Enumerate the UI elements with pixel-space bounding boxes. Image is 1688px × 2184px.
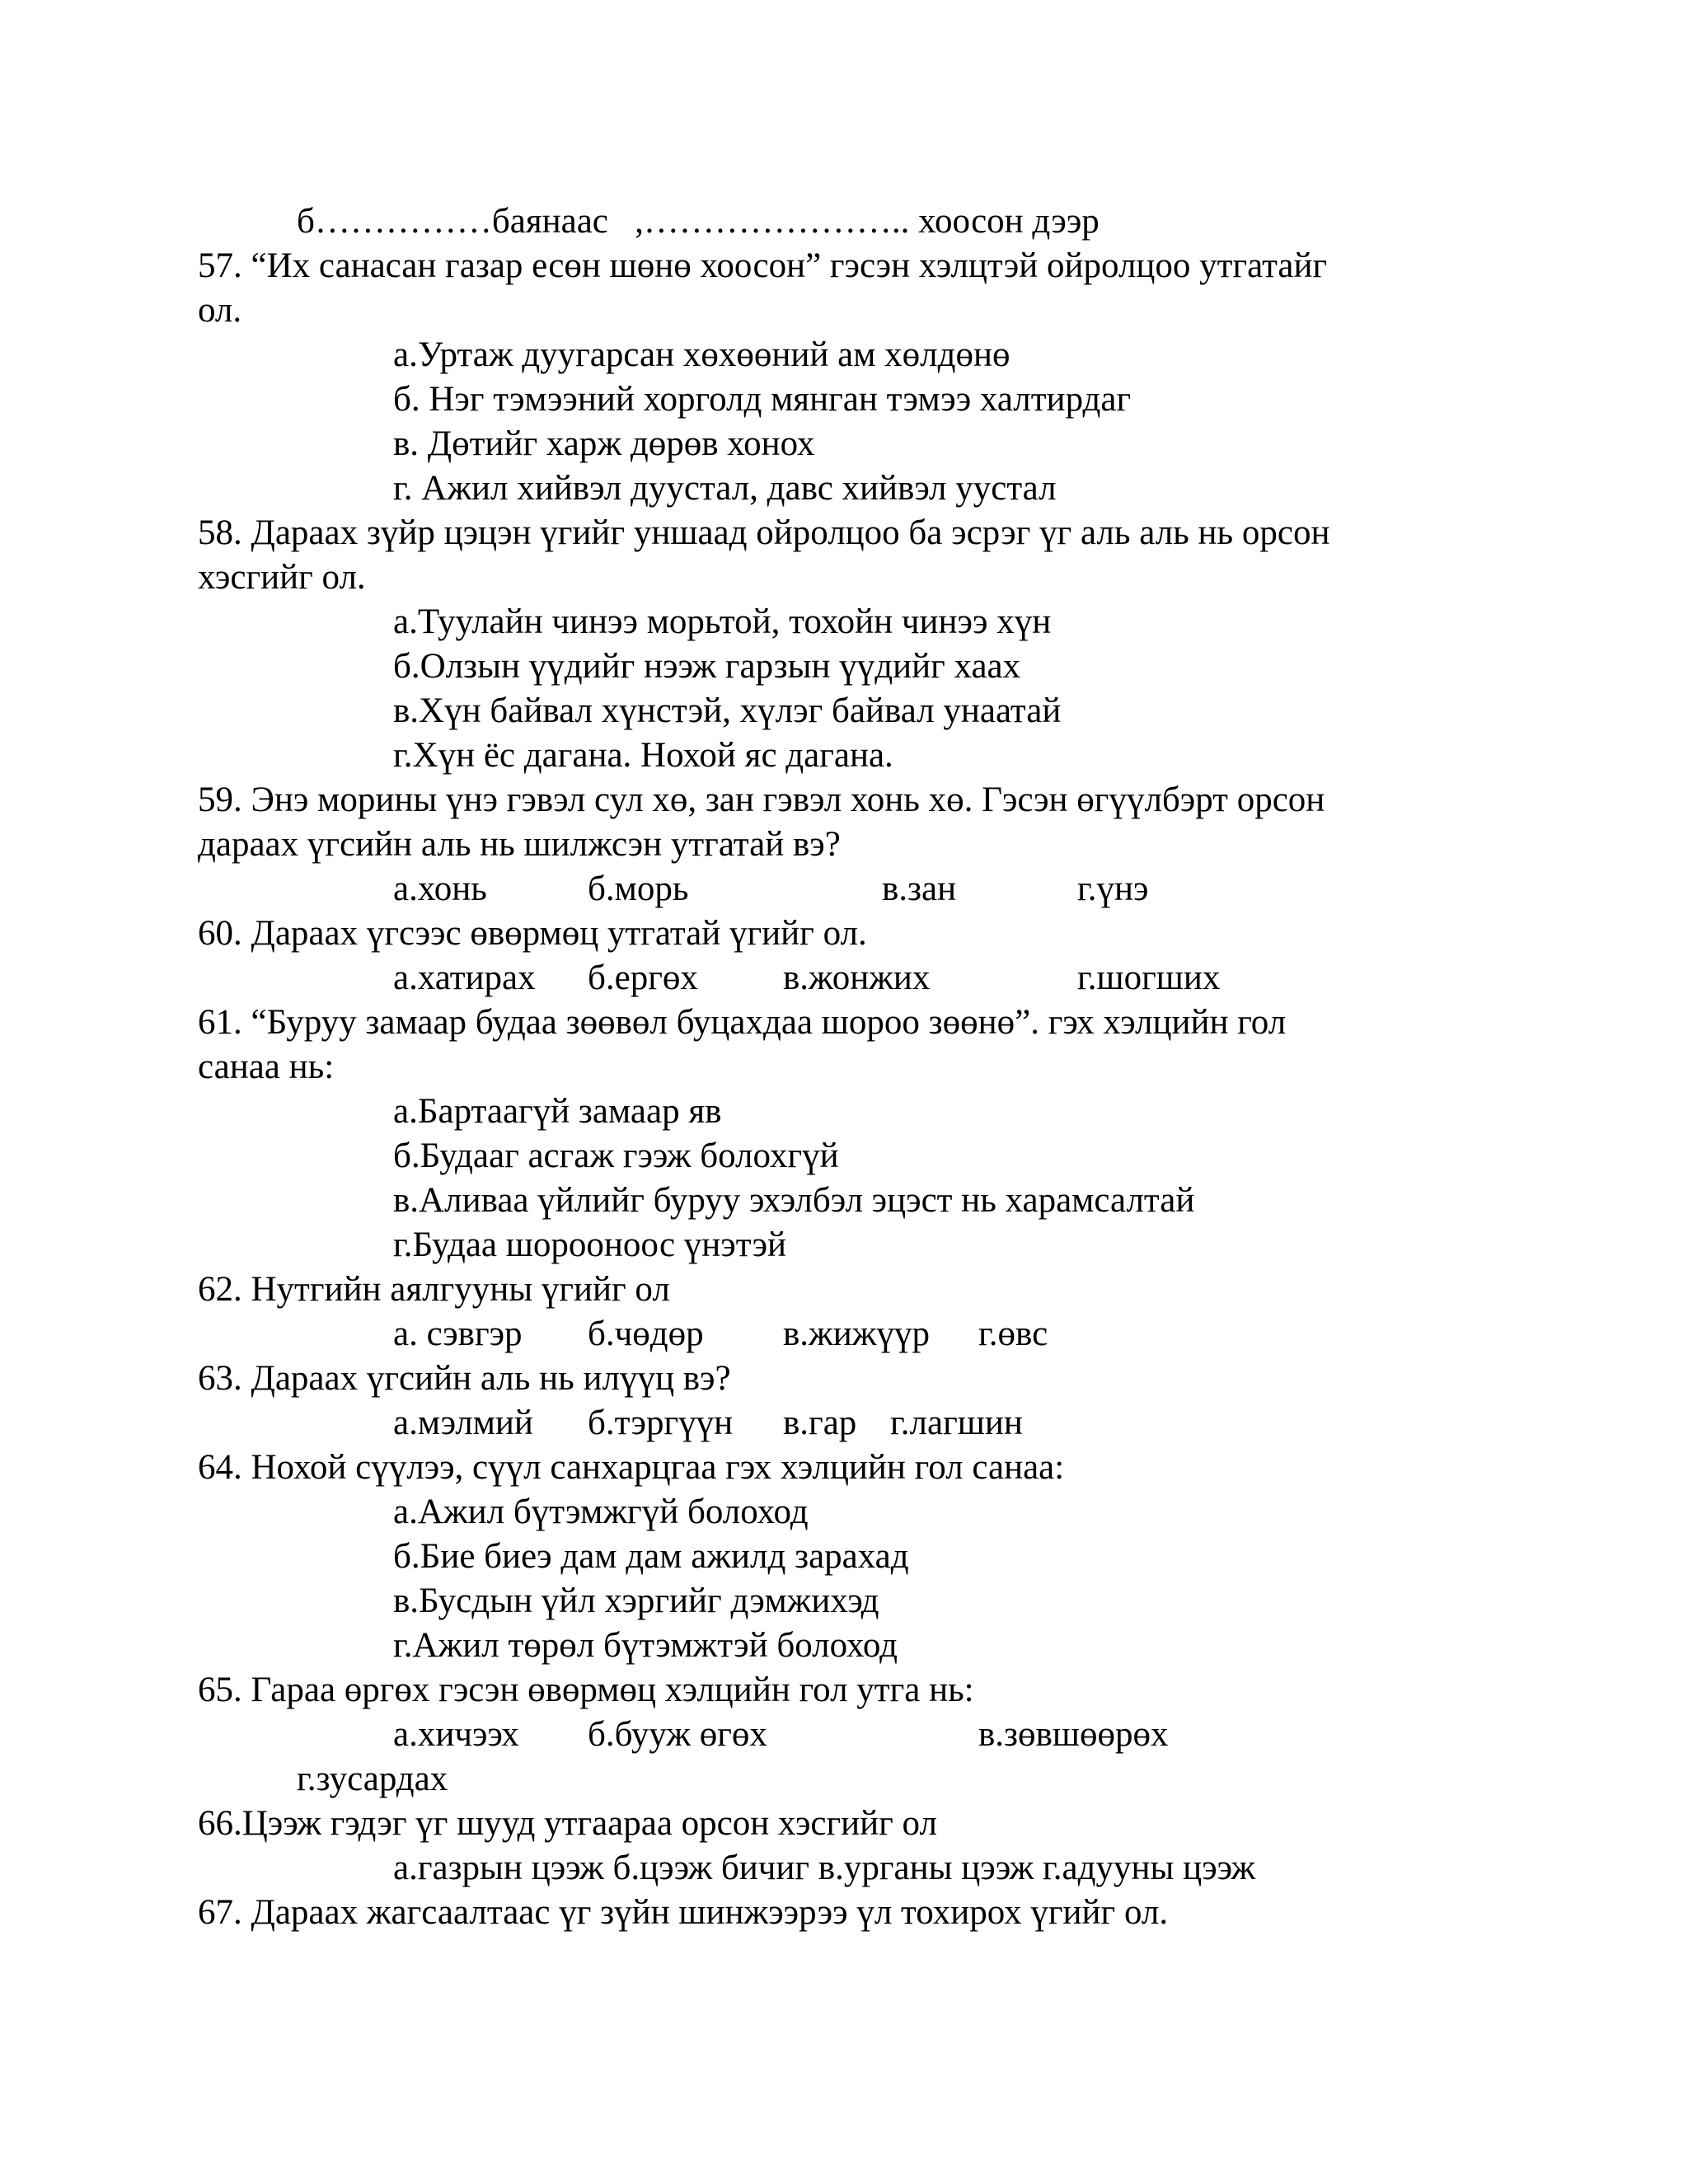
question-58: 58. Дараах зүйр цэцэн үгийг уншаад ойролцоо ба эсрэг үг аль аль нь орсон bbox=[198, 513, 1330, 552]
question-61: 61. “Буруу замаар будаа зөөвөл буцахдаа шороо зөөнө”. гэх хэлцийн гол bbox=[198, 1003, 1287, 1042]
option-64-b: б.Бие биеэ дам дам ажилд зарахад bbox=[393, 1537, 909, 1576]
option-61-b: б.Будааг асгаж гээж болохгүй bbox=[393, 1137, 839, 1175]
question-63: 63. Дараах үгсийн аль нь илүүц вэ? bbox=[198, 1359, 731, 1398]
question-58-continued: хэсгийг ол. bbox=[198, 558, 366, 597]
option-59-b: б.морь bbox=[588, 869, 689, 908]
option-62-a: а. сэвгэр bbox=[393, 1315, 523, 1353]
option-57-c: в. Дөтийг харж дөрөв хонох bbox=[393, 424, 815, 463]
option-65-b: б.бууж өгөх bbox=[588, 1715, 767, 1754]
question-67: 67. Дараах жагсаалтаас үг зүйн шинжээрээ үл тохирох үгийг ол. bbox=[198, 1893, 1169, 1932]
option-58-a: а.Туулайн чинээ морьтой, тохойн чинээ хүн bbox=[393, 602, 1052, 641]
question-59-continued: дараах үгсийн аль нь шилжсэн утгатай вэ? bbox=[198, 825, 841, 864]
option-61-c: в.Аливаа үйлийг буруу эхэлбэл эцэст нь харамсалтай bbox=[393, 1181, 1195, 1220]
option-57-a: а.Уртаж дуугарсан хөхөөний ам хөлдөнө bbox=[393, 335, 1010, 374]
question-57-continued: ол. bbox=[198, 291, 242, 330]
option-65-d: г.зусардах bbox=[297, 1760, 448, 1798]
option-63-a: а.мэлмий bbox=[393, 1404, 533, 1442]
option-60-b: б.ергөх bbox=[588, 958, 698, 997]
question-62: 62. Нутгийн аялгууны үгийг ол bbox=[198, 1270, 670, 1309]
option-60-a: а.хатирах bbox=[393, 958, 536, 997]
option-64-a: а.Ажил бүтэмжгүй болоход bbox=[393, 1493, 809, 1531]
option-64-c: в.Бусдын үйл хэргийг дэмжихэд bbox=[393, 1582, 879, 1620]
option-60-c: в.жонжих bbox=[783, 958, 931, 997]
option-64-d: г.Ажил төрөл бүтэмжтэй болоход bbox=[393, 1626, 898, 1665]
option-63-d: г.лагшин bbox=[890, 1404, 1023, 1442]
option-62-b: б.чөдөр bbox=[588, 1315, 704, 1353]
option-63-b: б.тэргүүн bbox=[588, 1404, 734, 1442]
option-59-d: г.үнэ bbox=[1077, 869, 1149, 908]
option-57-b: б. Нэг тэмээний хорголд мянган тэмээ халтирдаг bbox=[393, 380, 1132, 419]
question-59: 59. Энэ морины үнэ гэвэл сул хө, зан гэвэл хонь хө. Гэсэн өгүүлбэрт орсон bbox=[198, 780, 1325, 819]
option-58-c: в.Хүн байвал хүнстэй, хүлэг байвал унаатай bbox=[393, 691, 1062, 730]
option-65-a: а.хичээх bbox=[393, 1715, 519, 1754]
option-58-b: б.Олзын үүдийг нээж гарзын үүдийг хаах bbox=[393, 647, 1021, 686]
option-62-d: г.өвс bbox=[978, 1315, 1048, 1353]
options-66: а.газрын цээж б.цээж бичиг в.урганы цээж г.адууны цээж bbox=[393, 1849, 1256, 1887]
question-61-continued: санаа нь: bbox=[198, 1047, 335, 1086]
option-60-d: г.шогших bbox=[1077, 958, 1221, 997]
option-62-c: в.жижүүр bbox=[783, 1315, 930, 1353]
question-57: 57. “Их санасан газар есөн шөнө хоосон” гэсэн хэлцтэй ойролцоо утгатайг bbox=[198, 246, 1328, 285]
question-66: 66.Цээж гэдэг үг шууд утгаараа орсон хэсгийг ол bbox=[198, 1804, 937, 1843]
option-57-d: г. Ажил хийвэл дуустал, давс хийвэл уустал bbox=[393, 469, 1057, 508]
option-58-d: г.Хүн ёс дагана. Нохой яс дагана. bbox=[393, 736, 893, 775]
option-61-a: а.Бартаагүй замаар яв bbox=[393, 1092, 722, 1131]
question-60: 60. Дараах үгсээс өвөрмөц утгатай үгийг ол. bbox=[198, 914, 867, 953]
question-65: 65. Гараа өргөх гэсэн өвөрмөц хэлцийн гол утга нь: bbox=[198, 1671, 974, 1709]
option-59-a: а.хонь bbox=[393, 869, 487, 908]
text-line: б……………баянаас ,………………….. хоосон дээр bbox=[297, 202, 1100, 241]
option-59-c: в.зан bbox=[882, 869, 957, 908]
question-64: 64. Нохой сүүлээ, сүүл санхарцгаа гэх хэлцийн гол санаа: bbox=[198, 1448, 1065, 1487]
option-65-c: в.зөвшөөрөх bbox=[978, 1715, 1169, 1754]
option-63-c: в.гар bbox=[783, 1404, 857, 1442]
option-61-d: г.Будаа шороонoос үнэтэй bbox=[393, 1226, 787, 1264]
